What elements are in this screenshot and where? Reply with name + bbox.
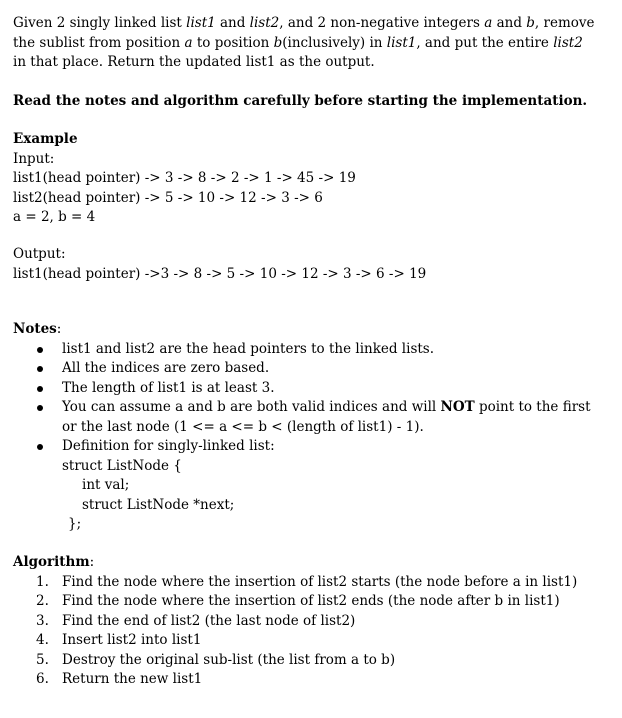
example-section	[13, 130, 613, 228]
step-text: Destroy the original sub-list (the list from a to b)	[62, 651, 396, 668]
note-text-part: You can assume a and b are both valid indices and will	[62, 399, 441, 415]
step-number: 3.	[36, 612, 49, 629]
code-line: struct ListNode {	[62, 457, 182, 474]
note-text	[62, 398, 613, 418]
notes-list	[13, 340, 613, 457]
step-text: Return the new list1	[62, 671, 203, 687]
step-text: Insert list2 into list1	[62, 632, 202, 648]
algorithm-section	[13, 553, 613, 690]
input-label: Input:	[13, 150, 55, 167]
step-number: 5.	[36, 651, 49, 668]
note-text: Definition for singly-linked list:	[62, 438, 275, 454]
note-text: list1 and list2 are the head pointers to the linked lists.	[62, 340, 435, 357]
code-line: int val;	[82, 477, 130, 493]
output-section	[13, 245, 613, 284]
algorithm-heading-line	[13, 553, 613, 573]
bullet-icon	[37, 444, 43, 450]
input-indices: a = 2, b = 4	[13, 209, 96, 225]
list-item	[13, 651, 613, 671]
step-number: 6.	[36, 671, 49, 687]
note-text-part: point to the first	[474, 399, 591, 415]
input-list1: list1(head pointer) -> 3 -> 8 -> 2 -> 1 -> 45 -> 19	[13, 170, 356, 186]
notes-heading: Notes	[13, 321, 57, 337]
description-line-2: the sublist from position a to position b(inclusively) in list1, and put the entire list2	[13, 34, 583, 51]
step-number: 4.	[36, 632, 49, 648]
notes-heading-line	[13, 320, 613, 340]
list-item	[13, 612, 613, 632]
note-text: All the indices are zero based.	[62, 360, 270, 376]
output-list1: list1(head pointer) ->3 -> 8 -> 5 -> 10 -> 12 -> 3 -> 6 -> 19	[13, 265, 427, 282]
output-label: Output:	[13, 246, 66, 262]
step-number: 2.	[36, 593, 49, 609]
list-item	[13, 670, 613, 690]
list-item	[13, 631, 613, 651]
struct-definition	[13, 457, 613, 535]
bullet-icon	[37, 405, 43, 411]
bullet-icon	[37, 366, 43, 372]
note-text-continued: or the last node (1 <= a <= b < (length of list1) - 1).	[62, 418, 424, 435]
notes-colon: :	[56, 321, 62, 337]
warning-text: Read the notes and algorithm carefully before starting the implementation.	[13, 93, 588, 109]
notes-section	[13, 320, 613, 535]
step-text: Find the node where the insertion of list2 ends (the node after b in list1)	[62, 593, 560, 609]
list-item	[13, 573, 613, 593]
algorithm-heading: Algorithm	[13, 554, 90, 570]
step-text: Find the node where the insertion of list2 starts (the node before a in list1)	[62, 573, 578, 590]
code-line: struct ListNode *next;	[82, 496, 235, 513]
example-heading: Example	[13, 131, 78, 147]
list-item	[13, 379, 613, 399]
step-number: 1.	[36, 573, 49, 590]
list-item	[13, 437, 613, 457]
list-item	[13, 340, 613, 360]
step-text: Find the end of list2 (the last node of list2)	[62, 612, 356, 629]
bullet-icon	[37, 386, 43, 392]
note-emphasis: NOT	[440, 399, 475, 415]
algorithm-steps	[13, 573, 613, 690]
list-item	[13, 359, 613, 379]
list-item	[13, 398, 613, 437]
description-line-3: in that place. Return the updated list1 as the output.	[13, 54, 375, 70]
code-line: };	[68, 516, 82, 532]
algorithm-colon: :	[89, 554, 95, 570]
problem-description	[13, 14, 613, 73]
input-list2: list2(head pointer) -> 5 -> 10 -> 12 -> 3 -> 6	[13, 189, 323, 206]
description-line-1: Given 2 singly linked list list1 and list2, and 2 non-negative integers a and b, remove	[13, 15, 595, 31]
bullet-icon	[37, 347, 43, 353]
list-item	[13, 592, 613, 612]
note-text: The length of list1 is at least 3.	[62, 379, 275, 396]
